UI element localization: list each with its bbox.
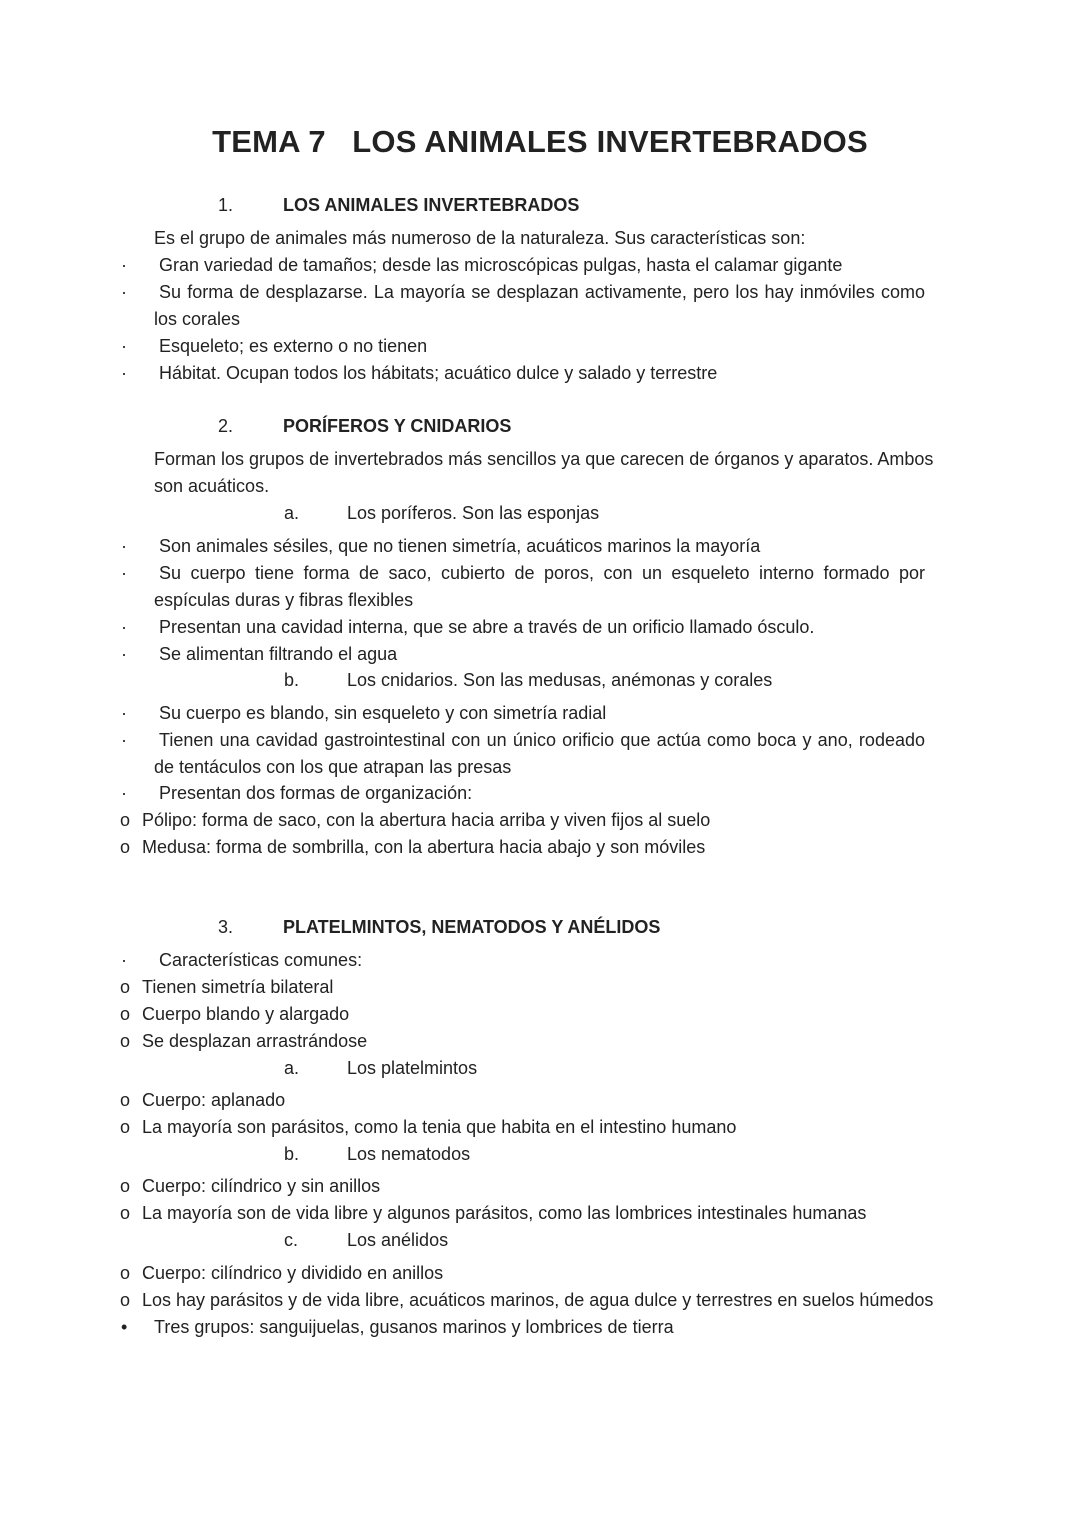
bullet-marker: · <box>121 536 127 556</box>
bullet-text: Su forma de desplazarse. La mayoría se desplazan activamente, pero los hay inmóviles como <box>159 282 925 302</box>
sub-bullet-text: Cuerpo: cilíndrico y sin anillos <box>142 1176 381 1196</box>
section-1-intro: Es el grupo de animales más numeroso de la naturaleza. Sus características son: <box>154 228 806 248</box>
section-2-intro: Forman los grupos de invertebrados más sencillos ya que carecen de órganos y aparatos. Ambos <box>154 449 934 469</box>
bullet-marker: · <box>121 363 127 383</box>
sub-bullet-text: La mayoría son parásitos, como la tenia que habita en el intestino humano <box>142 1117 737 1137</box>
bullet-marker: · <box>121 950 127 970</box>
bullet-marker: · <box>121 730 127 750</box>
section-3-number: 3. <box>218 917 234 937</box>
sub-bullet-marker: o <box>120 837 131 857</box>
sub-bullet-marker: o <box>120 1176 131 1196</box>
sub-bullet-marker: o <box>120 1031 131 1051</box>
bullet-text: Esqueleto; es externo o no tienen <box>159 336 428 356</box>
sub-bullet-marker: o <box>120 1004 131 1024</box>
subsection-title: Los cnidarios. Son las medusas, anémonas y corales <box>347 670 773 690</box>
bullet-text: Su cuerpo tiene forma de saco, cubierto de poros, con un esqueleto interno formado por <box>159 563 925 583</box>
sub-bullet-text: Se desplazan arrastrándose <box>142 1031 368 1051</box>
sub-bullet-text: Tienen simetría bilateral <box>142 977 334 997</box>
bullet-text-cont: de tentáculos con los que atrapan las presas <box>154 757 512 777</box>
sub-bullet-text: Medusa: forma de sombrilla, con la abertura hacia abajo y son móviles <box>142 837 706 857</box>
bullet-marker: · <box>121 617 127 637</box>
bullet-text: Características comunes: <box>159 950 363 970</box>
subsection-letter: b. <box>284 1144 300 1164</box>
bullet-marker: · <box>121 282 127 302</box>
sub-bullet-marker: o <box>120 1090 131 1110</box>
sub-bullet-marker: o <box>120 1263 131 1283</box>
bullet-text-cont: espículas duras y fibras flexibles <box>154 590 414 610</box>
section-3-title: PLATELMINTOS, NEMATODOS Y ANÉLIDOS <box>283 917 661 937</box>
sub-bullet-marker: o <box>120 1117 131 1137</box>
bullet-marker: · <box>121 783 127 803</box>
section-2-number: 2. <box>218 416 234 436</box>
subsection-title: Los nematodos <box>347 1144 471 1164</box>
subsection-letter: a. <box>284 503 300 523</box>
subsection-letter: b. <box>284 670 300 690</box>
sub-bullet-text: La mayoría son de vida libre y algunos parásitos, como las lombrices intestinales humanas <box>142 1203 867 1223</box>
bullet-text-cont: los corales <box>154 309 241 329</box>
bullet-text: Se alimentan filtrando el agua <box>159 644 398 664</box>
bullet-text: Presentan una cavidad interna, que se abre a través de un orificio llamado ósculo. <box>159 617 815 637</box>
bullet-text: Hábitat. Ocupan todos los hábitats; acuático dulce y salado y terrestre <box>159 363 718 383</box>
bullet-text: Su cuerpo es blando, sin esqueleto y con simetría radial <box>159 703 607 723</box>
bullet-marker: · <box>121 563 127 583</box>
section-2-title: PORÍFEROS Y CNIDARIOS <box>283 416 512 436</box>
subsection-title: Los platelmintos <box>347 1058 478 1078</box>
bullet-text: Son animales sésiles, que no tienen simetría, acuáticos marinos la mayoría <box>159 536 761 556</box>
bullet-marker: · <box>121 644 127 664</box>
subsection-title: Los anélidos <box>347 1230 449 1250</box>
sub-bullet-marker: o <box>120 977 131 997</box>
page-title: TEMA 7 LOS ANIMALES INVERTEBRADOS <box>212 124 868 159</box>
sub-bullet-marker: o <box>120 1203 131 1223</box>
subsection-letter: c. <box>284 1230 299 1250</box>
subsection-letter: a. <box>284 1058 300 1078</box>
sub-bullet-text: Pólipo: forma de saco, con la abertura hacia arriba y viven fijos al suelo <box>142 810 711 830</box>
bullet-text: Tienen una cavidad gastrointestinal con un único orificio que actúa como boca y ano, rodeado <box>159 730 925 750</box>
bullet-marker: · <box>121 255 127 275</box>
sub-bullet-text: Los hay parásitos y de vida libre, acuáticos marinos, de agua dulce y terrestres en suelos húmedos <box>142 1290 934 1310</box>
sub-bullet-text: Cuerpo: aplanado <box>142 1090 286 1110</box>
bullet-marker: · <box>121 703 127 723</box>
bullet-marker: · <box>121 336 127 356</box>
subsection-title: Los poríferos. Son las esponjas <box>347 503 600 523</box>
section-1-title: LOS ANIMALES INVERTEBRADOS <box>283 195 580 215</box>
sub-bullet-text: Cuerpo: cilíndrico y dividido en anillos <box>142 1263 444 1283</box>
section-1-number: 1. <box>218 195 234 215</box>
section-2-intro-cont: son acuáticos. <box>154 476 270 496</box>
bullet-text: Gran variedad de tamaños; desde las microscópicas pulgas, hasta el calamar gigante <box>159 255 843 275</box>
sub-bullet-marker: o <box>120 1290 131 1310</box>
bullet-disc-marker: • <box>121 1317 128 1337</box>
bullet-text: Tres grupos: sanguijuelas, gusanos marinos y lombrices de tierra <box>154 1317 674 1337</box>
sub-bullet-text: Cuerpo blando y alargado <box>142 1004 350 1024</box>
bullet-text: Presentan dos formas de organización: <box>159 783 473 803</box>
sub-bullet-marker: o <box>120 810 131 830</box>
